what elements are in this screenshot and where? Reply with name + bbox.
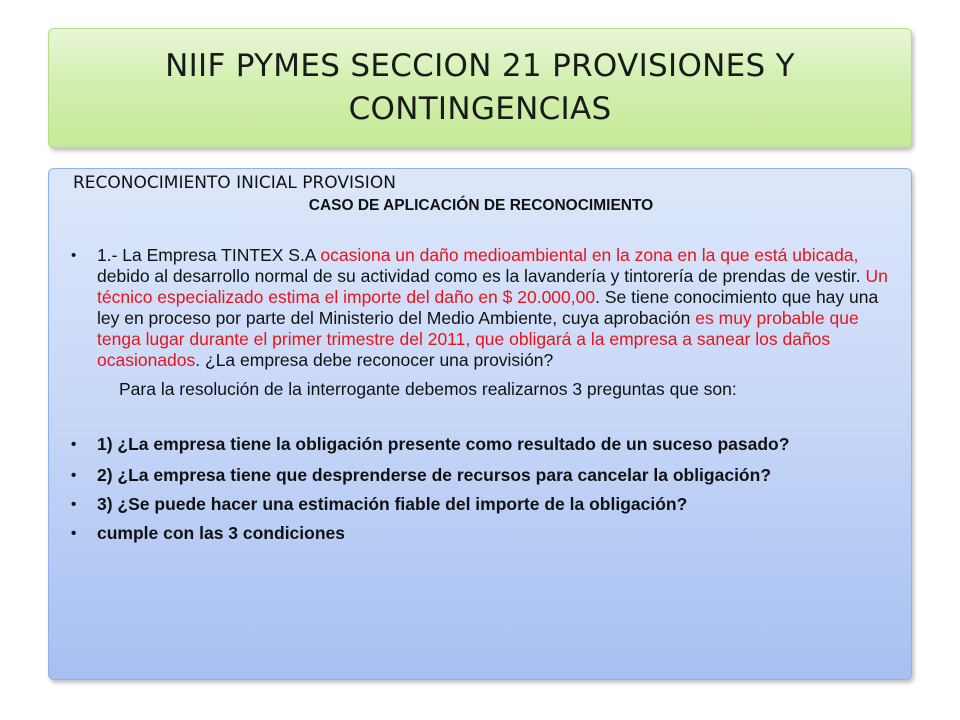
case-text-3: . Se tiene conocimiento que hay una ley en proceso por parte del Ministerio del Medio Ambiente, cuya aprobación bbox=[97, 287, 879, 328]
question-text: 3) ¿Se puede hacer una estimación fiable del importe de la obligación? bbox=[97, 494, 688, 514]
section-heading: RECONOCIMIENTO INICIAL PROVISION bbox=[73, 173, 396, 193]
conclusion-item bbox=[71, 523, 891, 544]
conclusion-text: cumple con las 3 condiciones bbox=[97, 523, 345, 543]
bullet-icon: • bbox=[71, 496, 77, 513]
content-box bbox=[48, 168, 912, 680]
slide-title: NIIF PYMES SECCION 21 PROVISIONES Y CONTINGENCIAS bbox=[165, 48, 795, 127]
question-item bbox=[71, 494, 891, 515]
case-text-2: debido al desarrollo normal de su actividad como es la lavandería y tintorería de prendas de vestir. bbox=[97, 266, 866, 286]
bullet-icon: • bbox=[71, 247, 77, 264]
bullet-icon: • bbox=[71, 436, 77, 453]
bullet-icon: • bbox=[71, 525, 77, 542]
question-text: 2) ¿La empresa tiene que desprenderse de recursos para cancelar la obligación? bbox=[97, 465, 772, 485]
intro-paragraph: Para la resolución de la interrogante debemos realizarnos 3 preguntas que son: bbox=[119, 379, 737, 399]
case-paragraph bbox=[71, 245, 891, 371]
case-subheading: CASO DE APLICACIÓN DE RECONOCIMIENTO bbox=[308, 197, 654, 214]
bullet-icon: • bbox=[71, 467, 77, 484]
question-text: 1) ¿La empresa tiene la obligación presente como resultado de un suceso pasado? bbox=[97, 434, 790, 454]
question-item bbox=[71, 465, 891, 486]
case-text-1: 1.- La Empresa TINTEX S.A bbox=[97, 245, 321, 265]
title-box bbox=[48, 28, 912, 148]
case-text-4: . ¿La empresa debe reconocer una provisión? bbox=[195, 350, 554, 370]
question-item bbox=[71, 434, 891, 455]
case-highlight-probable: es muy probable que tenga lugar durante el primer trimestre del 2011, que obligará a la empresa a sanear los daños ocasionados bbox=[97, 308, 859, 370]
case-highlight-estimate: Un técnico especializado estima el importe del daño en $ 20.000,00 bbox=[97, 266, 888, 307]
case-highlight-damage: ocasiona un daño medioambiental en la zona en la que está ubicada, bbox=[320, 245, 859, 265]
